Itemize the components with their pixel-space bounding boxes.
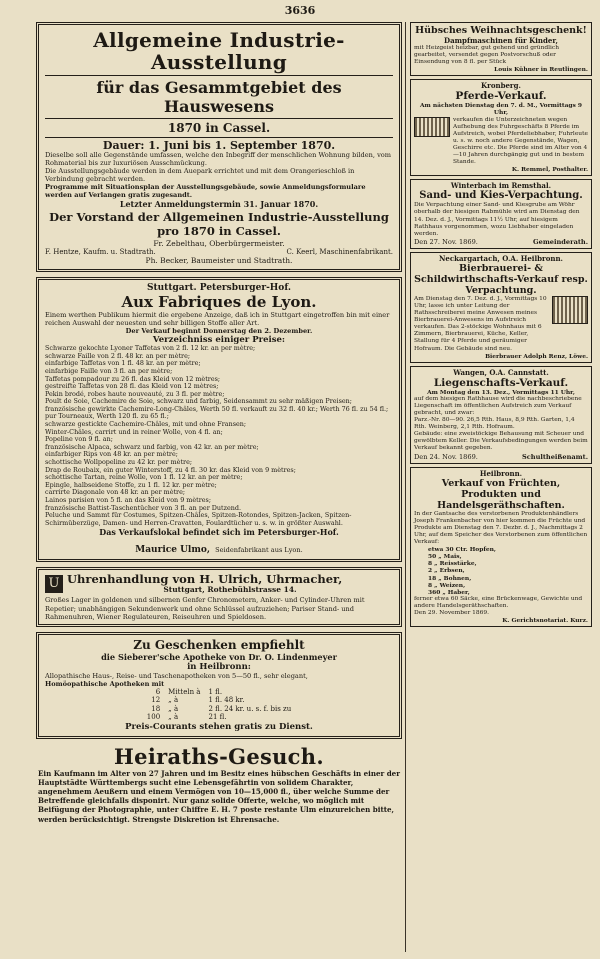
- apotheke-price-cell: 1 fl. 48 kr.: [208, 696, 245, 705]
- apotheke-price-cell: „ à: [168, 696, 179, 705]
- lyon-price-item: Schwarze gekochte Lyoner Taffetas von 2 fl. 12 kr. an per mètre;: [45, 344, 256, 353]
- lyon-price-item: Pekin brodé, robes haute nouveauté, zu 3 fl. per mètre;: [45, 389, 225, 398]
- fruechte-body-2: ferner etwa 60 Säcke, eine Brückenwage, Gewichte und andere Handelsgeräthschaften.: [414, 595, 583, 609]
- liegen-place: Wangen, O.A. Cannstatt.: [453, 367, 549, 377]
- uhren-address: Stuttgart, Rothebühlstrasse 14.: [163, 585, 297, 595]
- column-divider: [405, 22, 406, 952]
- liegen-body: auf dem hiesigen Rathhause wird die nachbeschriebene Liegenschaft im öffentlichen Aufstreich zum Verkauf gebracht, und zwar:: [414, 395, 582, 416]
- ad-deadline: Letzter Anmeldungstermin 31. Januar 1870.: [119, 198, 319, 209]
- fruechte-item: 8 „ Reisstärke,: [428, 560, 477, 568]
- fruechte-item: 8 „ Weizen,: [428, 581, 466, 589]
- fruechte-item: 360 „ Haber,: [428, 588, 470, 596]
- lyon-price-item: Epingle, halbseidene Stoffe, zu 1 fl. 12 kr. per mètre;: [45, 480, 217, 489]
- apotheke-price-cell: 6: [155, 687, 161, 696]
- fruechte-title: Verkauf von Früchten, Produkten und Handelsgeräthschaften.: [437, 477, 565, 511]
- lyon-price-item: Popeline von 9 fl. an;: [45, 435, 113, 444]
- lyon-price-item: französische Battist-Taschentücher von 3 fl. an per Dutzend.: [45, 503, 241, 512]
- apotheke-price-cell: 1 fl.: [208, 687, 223, 696]
- bier-title: Bierbrauerei- & Schildwirthschafts-Verkauf resp. Verpachtung.: [414, 262, 588, 296]
- liegen-parcels: Parz.-Nr. 80—90. 26,5 Rth. Haus, 8,9 Rth. Garten, 1,4 Rth. Weinberg, 2,1 Rth. Hofraum.: [414, 417, 575, 431]
- weihnacht-sub: Dampfmaschinen für Kinder,: [444, 36, 558, 45]
- sand-signature: Gemeinderath.: [533, 237, 588, 246]
- lyon-sale-start: Der Verkauf beginnt Donnerstag den 2. Dezember.: [125, 327, 313, 336]
- lyon-price-item: Peluche und Sammt für Costumes, Spitzen-Châles, Spitzen-Rotondes, Spitzen-Jacken, Spitzen-Schirmüberzüge, Damen- und Herren-Cravatten, Foulardtücher u. s. w. in größter Auswahl.: [45, 511, 352, 527]
- horse-cart-illustration-icon: [414, 117, 450, 137]
- lyon-price-item: Winter-Châles, carrirt und in reiner Wolle, von 4 fl. an;: [45, 427, 223, 436]
- lyon-price-item: französische Alpaca, schwarz und farbig, von 42 kr. an per mètre;: [45, 442, 259, 451]
- apotheke-price-row: [143, 705, 295, 713]
- weihnacht-body: mit Heizgeist heizbar, gut gehend und gründlich gearbeitet, versendet gegen Postvorschuß oder Einsendung von 8 fl. per Stück: [414, 45, 560, 66]
- fruechte-place: Heilbronn.: [479, 468, 523, 478]
- liegen-signature: Schultheißenamt.: [522, 452, 588, 461]
- lyon-price-list: [45, 345, 393, 527]
- apotheke-line3: Allopathische Haus-, Reise- und Taschenapotheken von 5—50 fl., sehr elegant,: [45, 671, 308, 680]
- fruechte-item: 2 „ Erbsen,: [428, 567, 465, 575]
- apotheke-price-cell: „ à: [168, 713, 179, 722]
- ad-body-3: Programme mit Situationsplan der Ausstellungsgebäude, sowie Anmeldungsformulare werden auf Verlangen gratis zugesandt.: [45, 183, 366, 200]
- apotheke-line4: Homöopathische Apotheken mit: [45, 679, 165, 688]
- sand-title: Sand- und Kies-Verpachtung.: [419, 190, 583, 202]
- lyon-price-item: gestreifte Taffetas von 28 fl. das Kleid von 12 mètres;: [45, 382, 219, 391]
- fruechte-date: Den 29. November 1869.: [414, 609, 490, 616]
- sand-verpachtung-ad: [410, 179, 592, 249]
- pferde-title: Pferde-Verkauf.: [455, 90, 547, 103]
- sand-body: Die Verpachtung einer Sand- und Kiesgrube am Wöhr oberhalb der hiesigen Rabmühle wird am Dienstag den 14. Dez. d. J., Vormittags 11½ Uhr, auf hiesigem Rathhaus vorgenommen, wozu Liebhaber eingeladen werden.: [414, 202, 580, 237]
- lyon-price-item: schwarze Faille von 2 fl. 48 kr. an per mètre;: [45, 351, 191, 360]
- lyon-intro: Einem werthen Publikum hiermit die ergebene Anzeige, daß ich in Stuttgart eingetroffen bin mit einer reichen Auswahl der neuesten und sehr billigen Stoffe aller Art.: [45, 310, 390, 327]
- weihnacht-ad: [410, 22, 592, 76]
- apotheke-price-row: [143, 688, 295, 696]
- fruechte-verkauf-ad: [410, 467, 592, 628]
- apotheke-price-cell: 21 fl.: [208, 713, 227, 722]
- heirath-body: Ein Kaufmann im Alter von 27 Jahren und im Besitz eines hübschen Geschäfts in einer der Hauptstädte Württembergs sucht eine Lebensgefährtin von solidem Charakter, angenehmem Aeußern und einem Vermögen von 10—15,000 fl., über welche Summe der Betreffende gleichfalls disponirt. Nur ganz solide Offerte, welche, wo möglich mit Beifügung der Photographie, unter Chiffre E. H. 7 poste restante Ulm einzureichen bitte, werden berücksichtigt. Strengste Diskretion ist Ehrensache.: [38, 768, 400, 824]
- lyon-price-item: einfarbige Taffetas von 1 fl. 48 kr. an per mètre;: [45, 359, 201, 368]
- apotheke-footer: Preis-Courants stehen gratis zu Dienst.: [125, 721, 313, 732]
- ad-duration: Dauer: 1. Juni bis 1. September 1870.: [102, 139, 336, 152]
- fruechte-item: etwa 30 Ctr. Hopfen,: [428, 546, 496, 554]
- apotheke-price-cell: 2 fl. 24 kr. u. s. f. bis zu: [208, 704, 292, 713]
- apotheke-price-cell: 12: [151, 696, 161, 705]
- lyon-price-item: schwarze gestickte Cachemire-Châles, mit und ohne Fransen;: [45, 420, 247, 429]
- liegen-date-2: Den 24. Nov. 1869.: [414, 452, 478, 461]
- apotheke-price-row: [143, 713, 295, 721]
- fruechte-item: 50 „ Mais,: [428, 553, 462, 561]
- brewery-building-illustration-icon: [552, 296, 588, 324]
- ad-body-1: Dieselbe soll alle Gegenstände umfassen, welche den Inbegriff der menschlichen Wohnung bilden, vom Rohmaterial bis zur luxuriösen Ausschmückung.: [45, 151, 392, 168]
- apotheke-line1: die Sieberer'sche Apotheke von Dr. O. Lindenmeyer: [101, 651, 337, 662]
- ad-subtitle: für das Gesammtgebiet des Hauswesens: [96, 78, 342, 116]
- lyon-signature: Maurice Ulmo,: [135, 545, 211, 556]
- pferde-date: Am nächsten Dienstag den 7. d. M., Vormittags 9 Uhr,: [419, 102, 582, 117]
- heirath-title: Heiraths-Gesuch.: [114, 743, 324, 769]
- industrie-ausstellung-ad: [36, 22, 402, 272]
- ad-body-2: Die Ausstellungsgebäude werden in dem Auepark errichtet und mit dem Orangerieschloß in Verbindung gebracht werden.: [45, 167, 355, 184]
- lyon-price-item: einfarbiger Rips von 48 kr. an per mètre;: [45, 450, 178, 459]
- uhren-title: Uhrenhandlung von H. Ulrich, Uhrmacher,: [67, 572, 343, 587]
- sand-place: Winterbach im Remsthal.: [450, 181, 552, 191]
- bier-signature: Bierbrauer Adolph Renz, Löwe.: [485, 352, 588, 360]
- ad-committee: Der Vorstand der Allgemeinen Industrie-Ausstellung pro 1870 in Cassel.: [49, 209, 389, 238]
- ad-signer: Fr. Zebelthau, Oberbürgermeister.: [153, 238, 285, 248]
- lyon-price-item: schottische Wollpopeline zu 42 kr. per mètre;: [45, 458, 193, 467]
- lyon-price-item: Taffetas pompadour zu 26 fl. das Kleid von 12 mètres;: [45, 374, 221, 383]
- pferde-verkauf-ad: [410, 79, 592, 176]
- apotheke-line2: in Heilbronn:: [187, 661, 251, 672]
- sand-footer: [414, 238, 588, 246]
- lyon-price-item: carrirte Diagonale von 48 kr. an per mètre;: [45, 488, 186, 497]
- clock-shop-emblem-icon: U: [45, 575, 63, 593]
- apotheke-price-cell: Mitteln à: [168, 687, 201, 696]
- bier-body: Am Dienstag den 7. Dez. d. J., Vormittags 10 Uhr, lasse ich unter Leitung der Rathsschreiberei meine Anwesen meines Bierbrauerei-Anwesens im Aufstreich verkaufen. Das 2-stöckige Wohnhaus mit 6 Zimmern, Bierbrauerei, Küche, Keller, Stallung für 4 Pferde und geräumiger Hofraum. Die Gebäude sind neu.: [414, 295, 547, 352]
- apotheke-price-cell: „ à: [168, 704, 179, 713]
- uhrenhandlung-ad: [36, 567, 402, 626]
- liegen-date: Am Montag den 13. Dez., Vormittags 11 Uhr,: [427, 388, 575, 396]
- lyon-price-list-heading: Verzeichniss einiger Preise:: [152, 335, 286, 346]
- lyon-fabric-ad: [36, 277, 402, 563]
- fruechte-body: In der Gantsache des verstorbenen Produktenhändlers Joseph Frankenbacher von hier kommen die Früchte und Produkte am Dienstag den 7. Dezbr. d. J., Nachmittags 2 Uhr, auf dem Speicher des Verstorbenen zum öffentlichen Verkauf:: [414, 510, 588, 546]
- page-number: 3636: [284, 4, 316, 17]
- bierbrauerei-ad: [410, 252, 592, 363]
- liegen-footer: [414, 453, 588, 461]
- ad-signer: C. Keerl, Maschinenfabrikant.: [286, 247, 393, 256]
- pferde-body: verkaufen die Unterzeichneten wegen Aufhebung des Fuhrgeschäfts 8 Pferde im Aufstreich, wobei Pferdeliebhaber, Fuhrleute u. s. w. noch andere Gegenstände, Wagen, Geschirre etc. Die Pferde sind im Alter von 4—10 Jahren durchgängig gut und in bestem Stande.: [453, 116, 588, 166]
- pferde-signature: K. Remmel, Posthalter.: [511, 166, 588, 174]
- weihnacht-signature: Louis Kühner in Reutlingen.: [494, 66, 588, 74]
- apotheke-price-cell: 100: [146, 713, 161, 722]
- lyon-title: Aux Fabriques de Lyon.: [121, 292, 317, 311]
- lyon-price-item: einfarbige Faille von 3 fl. an per mètre;: [45, 366, 173, 375]
- lyon-signature-line: [45, 537, 393, 556]
- left-column: [36, 22, 402, 829]
- fruechte-item: 18 „ Bohnen,: [428, 574, 472, 582]
- uhren-body: Großes Lager in goldenen und silbernen Genfer Chronometern, Anker- und Cylinder-Uhren mit Repetier; unabhängigen Sekundenwerk und ohne Schlüssel aufzuziehen; Pariser Stand- und Rahmenuhren, Wiener Regulateuren, Reiseuhren und Spieldosen.: [45, 596, 365, 621]
- lyon-price-item: Poult de Soie, Cachemire de Soie, schwarz und farbig, Seidensammt zu sehr mäßigen Preisen;: [45, 397, 352, 406]
- lyon-price-item: französische gewirkte Cachemire-Long-Châles, Werth 50 fl. verkauft zu 32 fl. 40 kr.; Werth 76 fl. zu 54 fl.; pur Tourneaux, Werth 120 fl. zu 65 fl.;: [45, 404, 389, 421]
- sand-date: Den 27. Nov. 1869.: [414, 237, 478, 246]
- heiraths-gesuch-ad: [36, 744, 402, 824]
- lyon-price-item: Lainos parisien von 5 fl. an das Kleid von 9 mètres;: [45, 496, 211, 504]
- liegenschaft-ad: [410, 366, 592, 464]
- lyon-shop-location: Das Verkaufslokal befindet sich im Petersburger-Hof.: [99, 527, 339, 538]
- lyon-price-item: schottische Tartan, reine Wolle, von 1 fl. 12 kr. an per mètre;: [45, 473, 243, 482]
- lyon-price-item: Drap de Roubaix, ein guter Winterstoff, zu 4 fl. 30 kr. das Kleid von 9 mètres;: [45, 465, 296, 474]
- ad-title: Allgemeine Industrie-Ausstellung: [93, 28, 345, 74]
- apotheke-price-row: [143, 696, 295, 704]
- apotheke-price-table: [143, 688, 295, 722]
- right-column: [410, 22, 592, 630]
- apotheke-ad: [36, 632, 402, 739]
- ad-signer: F. Hentze, Kaufm. u. Stadtrath.: [45, 247, 156, 256]
- ad-year-place: 1870 in Cassel.: [167, 121, 271, 135]
- pferde-place: Kronberg.: [481, 81, 521, 91]
- bier-place: Neckargartach, O.A. Heilbronn.: [439, 253, 563, 263]
- fruechte-signature: K. Gerichtsnotariat. Kurz.: [502, 617, 588, 625]
- lyon-place: Stuttgart. Petersburger-Hof.: [146, 282, 291, 293]
- liegen-title: Liegenschafts-Verkauf.: [433, 376, 569, 389]
- apotheke-price-cell: 18: [151, 704, 161, 713]
- lyon-signature-title: Seidenfabrikant aus Lyon.: [215, 546, 303, 555]
- ad-signer: Ph. Becker, Baumeister und Stadtrath.: [145, 255, 293, 265]
- liegen-body-2: Gebäude: eine zweistöckige Behausung mit Scheuer und gewölbtem Keller. Die Verkaufsbedingungen werden beim Verkauf bekannt gegeben.: [414, 431, 588, 452]
- weihnacht-title: Hübsches Weihnachtsgeschenk!: [415, 25, 587, 36]
- fruechte-item-list: [414, 546, 588, 596]
- apotheke-title: Zu Geschenken empfiehlt: [133, 637, 305, 652]
